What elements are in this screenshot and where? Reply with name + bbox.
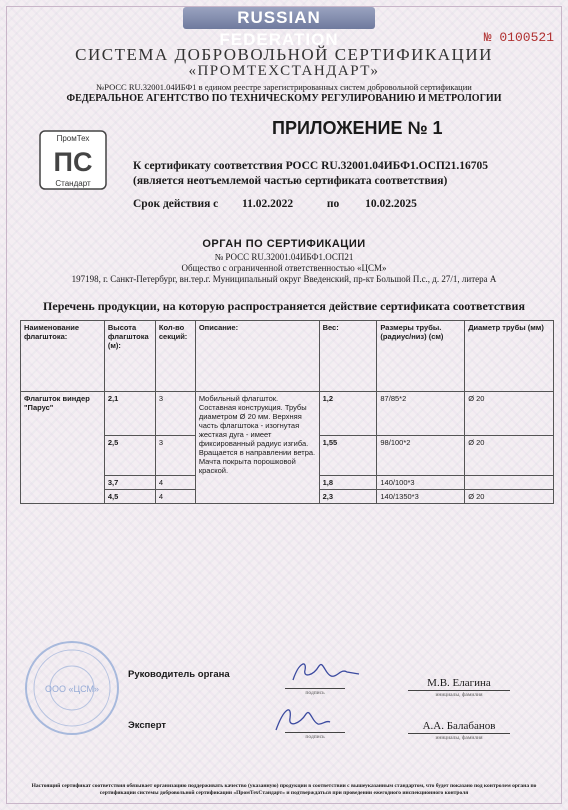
product-table bbox=[20, 320, 554, 504]
product-name: Флагшток виндер "Парус" bbox=[21, 392, 105, 504]
cell-height: 3,7 bbox=[104, 476, 155, 490]
validity-to-label: по bbox=[326, 198, 340, 210]
head-label: Руководитель органа bbox=[128, 669, 230, 680]
header-weight: Вес: bbox=[319, 321, 377, 392]
organ-company: Общество с ограниченной ответственностью «ЦСМ» bbox=[181, 263, 387, 273]
system-name: «ПРОМТЕХСТАНДАРТ» bbox=[188, 63, 380, 79]
validity-label: Срок действия с bbox=[133, 198, 219, 210]
cell-sections: 4 bbox=[155, 490, 195, 504]
header-sections: Кол-во секций: bbox=[155, 321, 195, 392]
cell-diameter: Ø 20 bbox=[465, 490, 554, 504]
cell-weight: 1,2 bbox=[319, 392, 377, 436]
country-banner: RUSSIAN FEDERATION bbox=[183, 7, 375, 29]
validity-to: 10.02.2025 bbox=[365, 198, 417, 210]
cell-height: 4,5 bbox=[104, 490, 155, 504]
expert-signature-icon bbox=[266, 700, 336, 736]
cell-weight: 2,3 bbox=[319, 490, 377, 504]
stamp-seal-icon bbox=[22, 638, 122, 738]
cell-diameter: Ø 20 bbox=[465, 436, 554, 476]
certificate-reference bbox=[133, 159, 488, 189]
head-signature-icon bbox=[285, 656, 365, 688]
head-name-line bbox=[408, 690, 510, 691]
cell-height: 2,5 bbox=[104, 436, 155, 476]
cell-size: 140/1350*3 bbox=[377, 490, 465, 504]
cell-height: 2,1 bbox=[104, 392, 155, 436]
validity-period bbox=[133, 198, 417, 210]
expert-sign-line bbox=[285, 732, 345, 733]
serial-number: № 0100521 bbox=[483, 30, 554, 45]
header-description: Описание: bbox=[195, 321, 319, 392]
footer-note: Настоящий сертификат соответствия обязывает организацию поддерживать качество (указанную) продукции в соответствии с вышеуказанным стандартом, что будет показано под контролем органа по сертификации системы добровольной сертификации «ПромТехСтандарт» и подтверждаться при проведении ежегодного инспекционного контроля bbox=[31, 783, 537, 796]
registry-line: №РОСС RU.32001.04ИБФ1 в едином реестре зарегистрированных систем добровольной сертификации bbox=[96, 82, 472, 92]
certificate-note: (является неотъемлемой частью сертификата соответствия) bbox=[133, 175, 448, 187]
cell-size: 87/85*2 bbox=[377, 392, 465, 436]
cell-weight: 1,55 bbox=[319, 436, 377, 476]
product-list-title: Перечень продукции, на которую распространяется действие сертификата соответствия bbox=[43, 299, 525, 313]
header-diameter: Диаметр трубы (мм) bbox=[465, 321, 554, 392]
organ-title: ОРГАН ПО СЕРТИФИКАЦИИ bbox=[202, 238, 366, 250]
logo-bottom-text: Стандарт bbox=[55, 179, 91, 188]
expert-sign-caption: подпись bbox=[305, 734, 325, 740]
expert-name-caption: инициалы, фамилия bbox=[435, 735, 483, 741]
header-height: Высота флагштока (м): bbox=[104, 321, 155, 392]
cell-diameter: Ø 20 bbox=[465, 392, 554, 436]
table-header-row bbox=[21, 321, 554, 392]
expert-name: А.А. Балабанов bbox=[422, 720, 496, 732]
cell-sections: 3 bbox=[155, 436, 195, 476]
head-name-caption: инициалы, фамилия bbox=[435, 692, 483, 698]
head-sign-caption: подпись bbox=[305, 690, 325, 696]
validity-from: 11.02.2022 bbox=[242, 198, 294, 210]
organ-address: 197198, г. Санкт-Петербург, вн.тер.г. Муниципальный округ Введенский, пр-кт Большой П.с., д. 27/1, литера А bbox=[71, 274, 497, 284]
system-title: СИСТЕМА ДОБРОВОЛЬНОЙ СЕРТИФИКАЦИИ bbox=[75, 45, 493, 64]
product-description: Мобильный флагшток. Составная конструкция. Трубы диаметром Ø 20 мм. Верхняя часть флагштока - изогнутая жесткая дуга - имеет фиксированный радиус изгиба. Вращается в направлении ветра. Мачта покрыта порошковой краской. bbox=[195, 392, 319, 504]
cell-sections: 4 bbox=[155, 476, 195, 490]
cell-size: 98/100*2 bbox=[377, 436, 465, 476]
logo-top-text: ПромТех bbox=[56, 134, 90, 143]
expert-label: Эксперт bbox=[128, 720, 167, 731]
expert-name-line bbox=[408, 733, 510, 734]
cell-size: 140/100*3 bbox=[377, 476, 465, 490]
certificate-number: К сертификату соответствия РОСС RU.32001.04ИБФ1.ОСП21.16705 bbox=[133, 160, 489, 172]
cell-weight: 1,8 bbox=[319, 476, 377, 490]
header-name: Наименование флагштока: bbox=[21, 321, 105, 392]
cell-diameter bbox=[465, 476, 554, 490]
promtech-logo-icon bbox=[39, 130, 107, 190]
head-sign-line bbox=[285, 688, 345, 689]
annex-title: ПРИЛОЖЕНИЕ № 1 bbox=[272, 118, 443, 138]
organ-number: № РОСС RU.32001.04ИБФ1.ОСП21 bbox=[214, 252, 354, 262]
agency-line: ФЕДЕРАЛЬНОЕ АГЕНТСТВО ПО ТЕХНИЧЕСКОМУ РЕГУЛИРОВАНИЮ И МЕТРОЛОГИИ bbox=[66, 93, 502, 104]
seal-text: ООО «ЦСМ» bbox=[44, 684, 100, 694]
table-row bbox=[21, 392, 554, 436]
header-size: Размеры трубы. (радиус/низ) (см) bbox=[377, 321, 465, 392]
head-name: М.В. Елагина bbox=[427, 677, 491, 689]
logo-mark-text: ПС bbox=[53, 147, 93, 177]
cell-sections: 3 bbox=[155, 392, 195, 436]
